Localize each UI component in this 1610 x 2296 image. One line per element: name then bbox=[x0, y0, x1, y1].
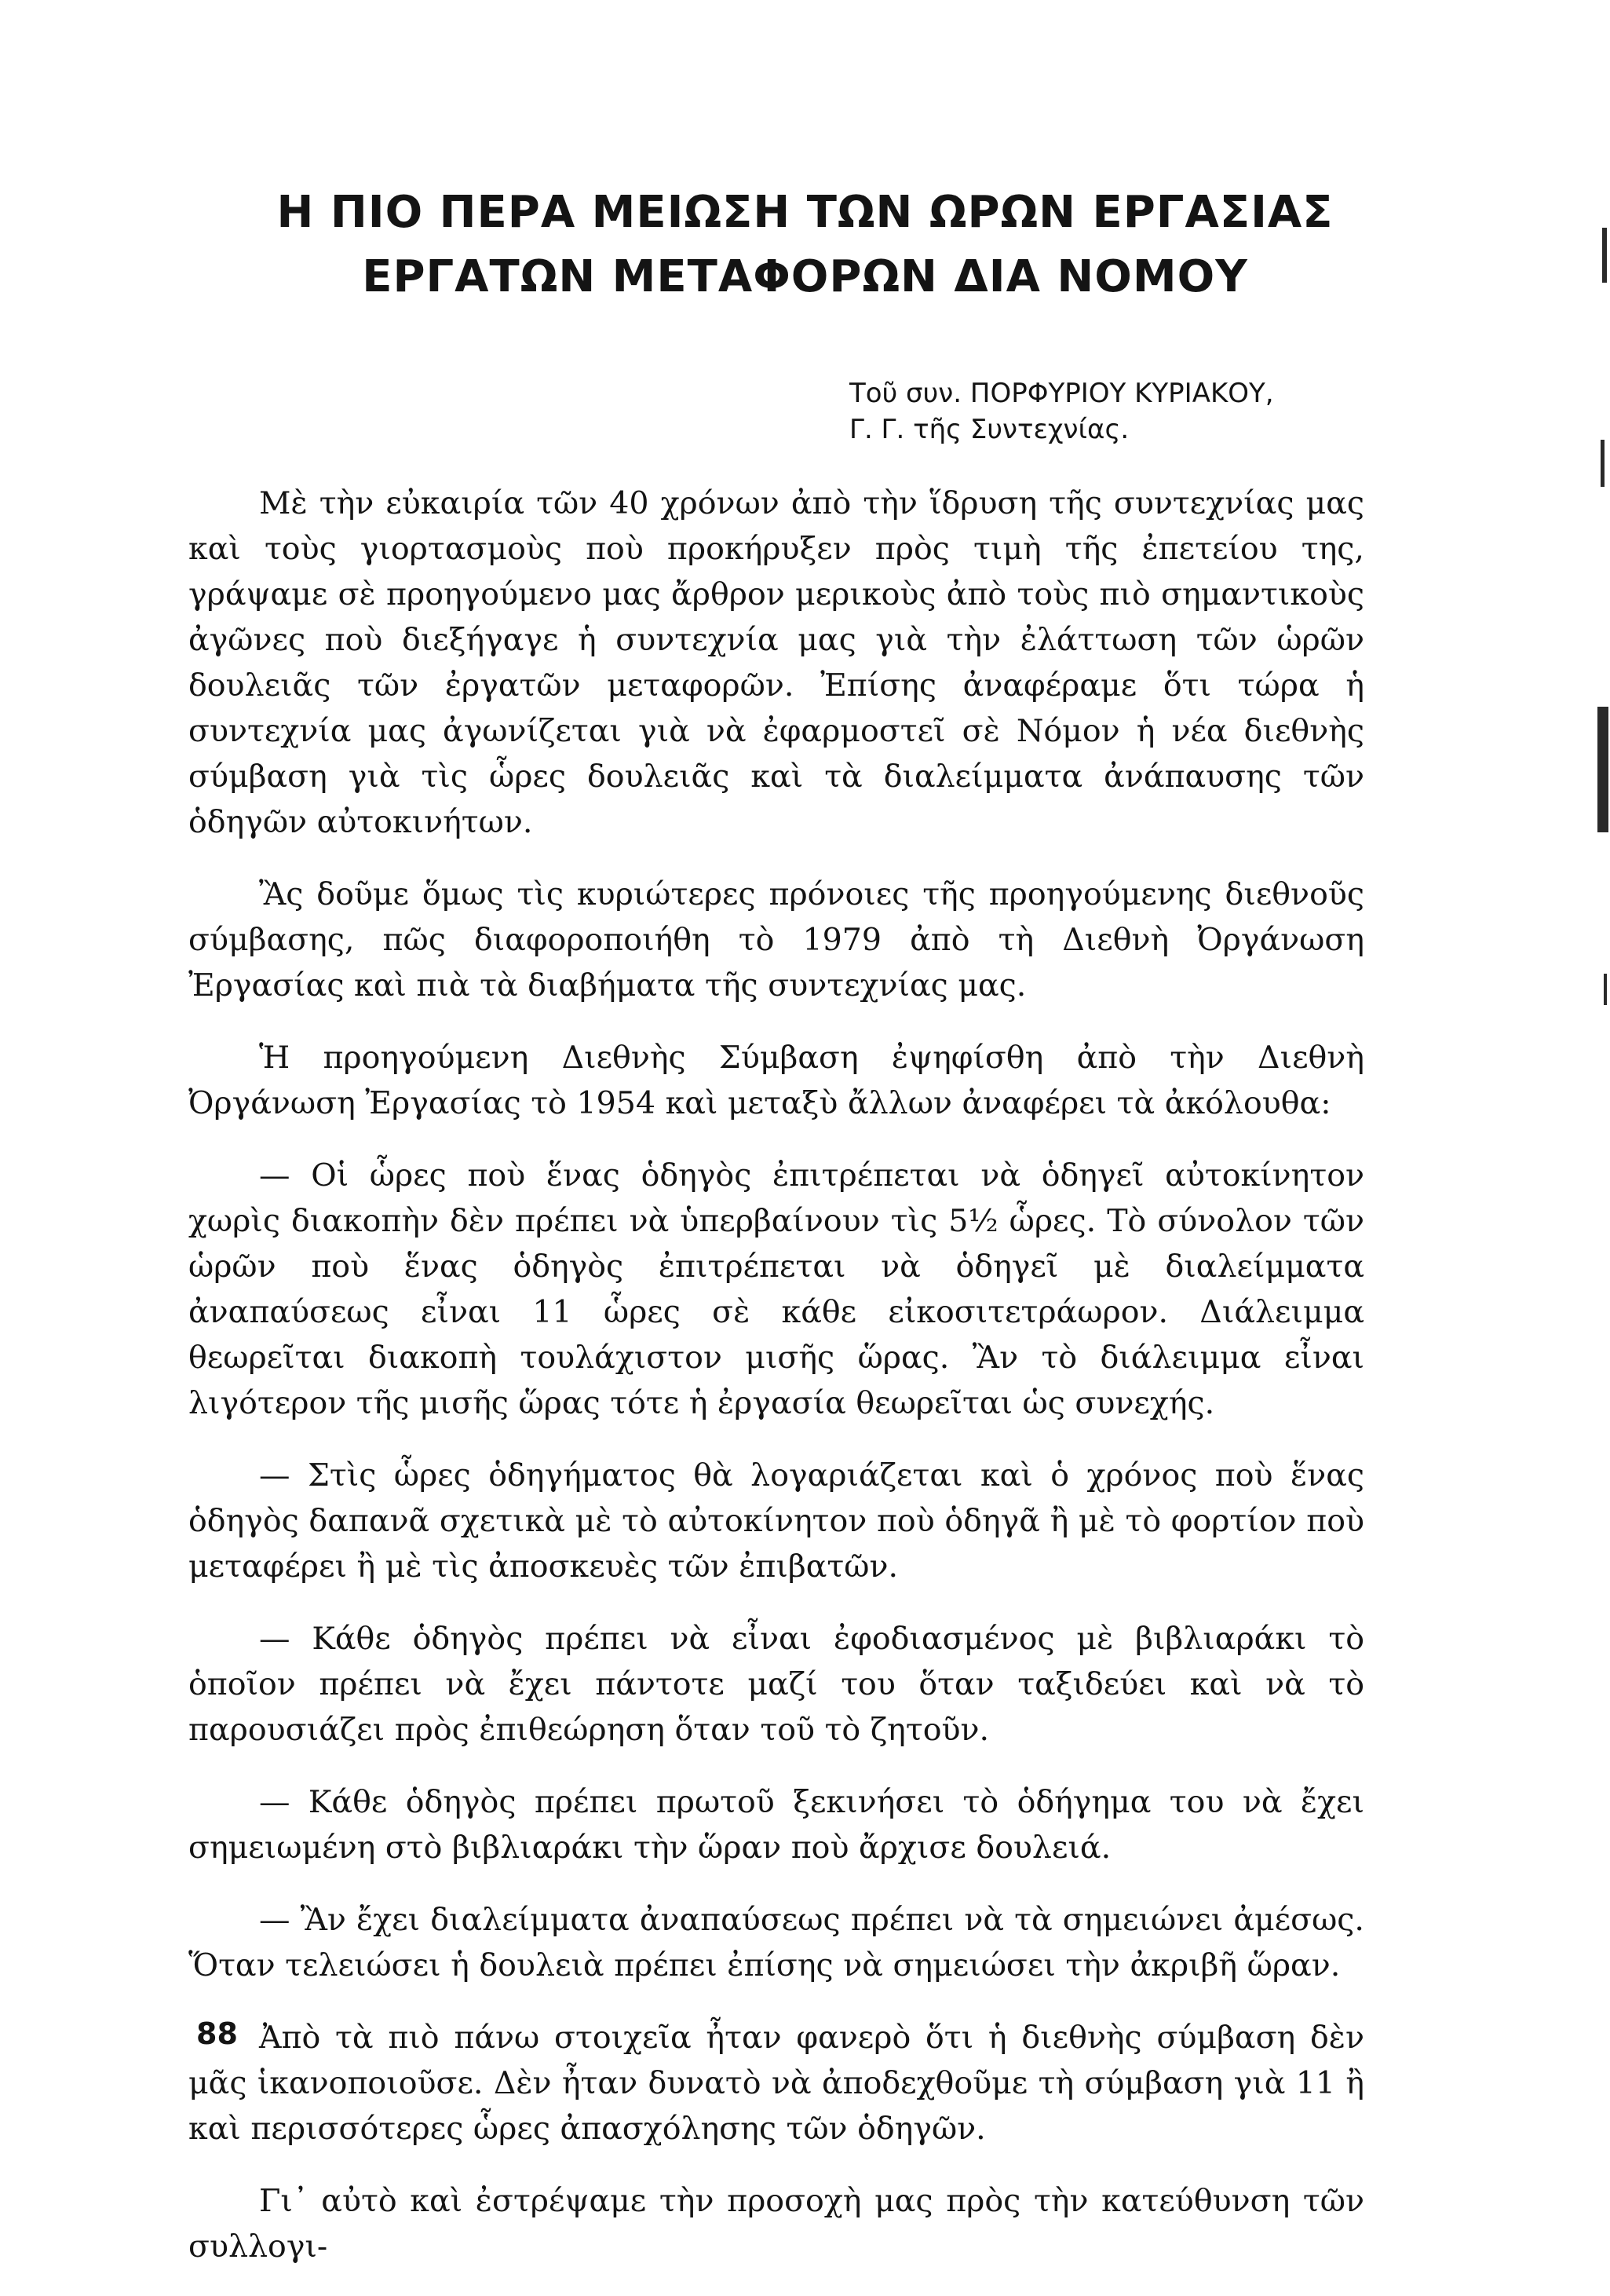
byline-author: Τοῦ συν. ΠΟΡΦΥΡΙΟΥ ΚΥΡΙΑΚΟΥ, bbox=[849, 378, 1274, 409]
scan-mark bbox=[1604, 974, 1607, 1005]
title-line-1: Η ΠΙΟ ΠΕΡΑ ΜΕΙΩΣΗ ΤΩΝ ΩΡΩΝ ΕΡΓΑΣΙΑΣ bbox=[276, 187, 1334, 238]
paragraph: — Κάθε ὁδηγὸς πρέπει νὰ εἶναι ἐφοδιασμένος μὲ βιβλιαράκι τὸ ὁποῖον πρέπει νὰ ἔχει πάντοτε μαζί του ὅταν ταξιδεύει καὶ νὰ τὸ παρουσιάζει πρὸς ἐπιθεώρηση ὅταν τοῦ τὸ ζητοῦν. bbox=[188, 1621, 1364, 1748]
paragraph: Ἡ προηγούμενη Διεθνὴς Σύμβαση ἐψηφίσθη ἀπὸ τὴν Διεθνὴ Ὀργάνωση Ἐργασίας τὸ 1954 καὶ μεταξὺ ἄλλων ἀναφέρει τὰ ἀκόλουθα: bbox=[188, 1040, 1364, 1121]
title-line-2: ΕΡΓΑΤΩΝ ΜΕΤΑΦΟΡΩΝ ΔΙΑ ΝΟΜΟΥ bbox=[362, 251, 1248, 302]
paragraph: Μὲ τὴν εὐκαιρία τῶν 40 χρόνων ἀπὸ τὴν ἵδρυση τῆς συντεχνίας μας καὶ τοὺς γιορτασμοὺς ποὺ προκήρυξεν πρὸς τιμὴ τῆς ἐπετείου της, γράψαμε σὲ προηγούμενο μας ἄρθρον μερικοὺς ἀπὸ τοὺς πιὸ σημαντικοὺς ἀγῶνες ποὺ διεξήγαγε ἡ συντεχνία μας γιὰ τὴν ἐλάττωση τῶν ὡρῶν δουλειᾶς τῶν ἐργατῶν μεταφορῶν. Ἐπίσης ἀναφέραμε ὅτι τώρα ἡ συντεχνία μας ἀγωνίζεται γιὰ νὰ ἐφαρμοστεῖ σὲ Νόμον ἡ νέα διεθνὴς σύμβαση γιὰ τὶς ὧρες δουλειᾶς καὶ τὰ διαλείμματα ἀνάπαυσης τῶν ὁδηγῶν αὐτοκινήτων. bbox=[188, 485, 1364, 840]
scan-mark bbox=[1602, 228, 1607, 283]
scan-mark bbox=[1601, 440, 1605, 487]
paragraph: — Οἱ ὧρες ποὺ ἕνας ὁδηγὸς ἐπιτρέπεται νὰ ὁδηγεῖ αὐτοκίνητον χωρὶς διακοπὴν δὲν πρέπει νὰ ὑπερβαίνουν τὶς 5½ ὧρες. Τὸ σύνολον τῶν ὡρῶν ποὺ ἕνας ὁδηγὸς ἐπιτρέπεται νὰ ὁδηγεῖ μὲ διαλείμματα ἀναπαύσεως εἶναι 11 ὧρες σὲ κάθε εἰκοσιτετράωρον. Διάλειμμα θεωρεῖται διακοπὴ τουλάχιστον μισῆς ὥρας. Ἂν τὸ διάλειμμα εἶναι λιγότερον τῆς μισῆς ὥρας τότε ἡ ἐργασία θεωρεῖται ὡς συνεχής. bbox=[188, 1157, 1364, 1421]
byline bbox=[849, 375, 1274, 448]
paragraph: — Ἂν ἔχει διαλείμματα ἀναπαύσεως πρέπει νὰ τὰ σημειώνει ἀμέσως. Ὅταν τελειώσει ἡ δουλειὰ πρέπει ἐπίσης νὰ σημειώσει τὴν ἀκριβῆ ὥραν. bbox=[188, 1902, 1364, 1983]
byline-role: Γ. Γ. τῆς Συντεχνίας. bbox=[849, 414, 1130, 445]
paragraph: Ἂς δοῦμε ὅμως τὶς κυριώτερες πρόνοιες τῆς προηγούμενης διεθνοῦς σύμβασης, πῶς διαφοροποιήθη τὸ 1979 ἀπὸ τὴ Διεθνὴ Ὀργάνωση Ἐργασίας καὶ πιὰ τὰ διαβήματα τῆς συντεχνίας μας. bbox=[188, 876, 1364, 1004]
paragraph: — Στὶς ὧρες ὁδηγήματος θὰ λογαριάζεται καὶ ὁ χρόνος ποὺ ἕνας ὁδηγὸς δαπανᾶ σχετικὰ μὲ τὸ αὐτοκίνητον ποὺ ὁδηγᾶ ἢ μὲ τὸ φορτίον ποὺ μεταφέρει ἢ μὲ τὶς ἀποσκευὲς τῶν ἐπιβατῶν. bbox=[188, 1457, 1364, 1585]
paragraph: Γι᾽ αὐτὸ καὶ ἐστρέψαμε τὴν προσοχὴ μας πρὸς τὴν κατεύθυνση τῶν συλλογι- bbox=[188, 2183, 1364, 2265]
article-body bbox=[188, 481, 1364, 2296]
scan-mark bbox=[1597, 707, 1608, 832]
paragraph: — Κάθε ὁδηγὸς πρέπει πρωτοῦ ξεκινήσει τὸ ὁδήγημα του νὰ ἔχει σημειωμένη στὸ βιβλιαράκι τὴν ὥραν ποὺ ἄρχισε δουλειά. bbox=[188, 1784, 1364, 1866]
paragraph: Ἀπὸ τὰ πιὸ πάνω στοιχεῖα ἦταν φανερὸ ὅτι ἡ διεθνὴς σύμβαση δὲν μᾶς ἱκανοποιοῦσε. Δὲν ἦταν δυνατὸ νὰ ἀποδεχθοῦμε τὴ σύμβαση γιὰ 11 ἢ καὶ περισσότερες ὧρες ἀπασχόλησης τῶν ὁδηγῶν. bbox=[188, 2020, 1364, 2147]
page-number: 88 bbox=[196, 2016, 238, 2051]
scan-edge-artifact bbox=[1594, 0, 1610, 2238]
